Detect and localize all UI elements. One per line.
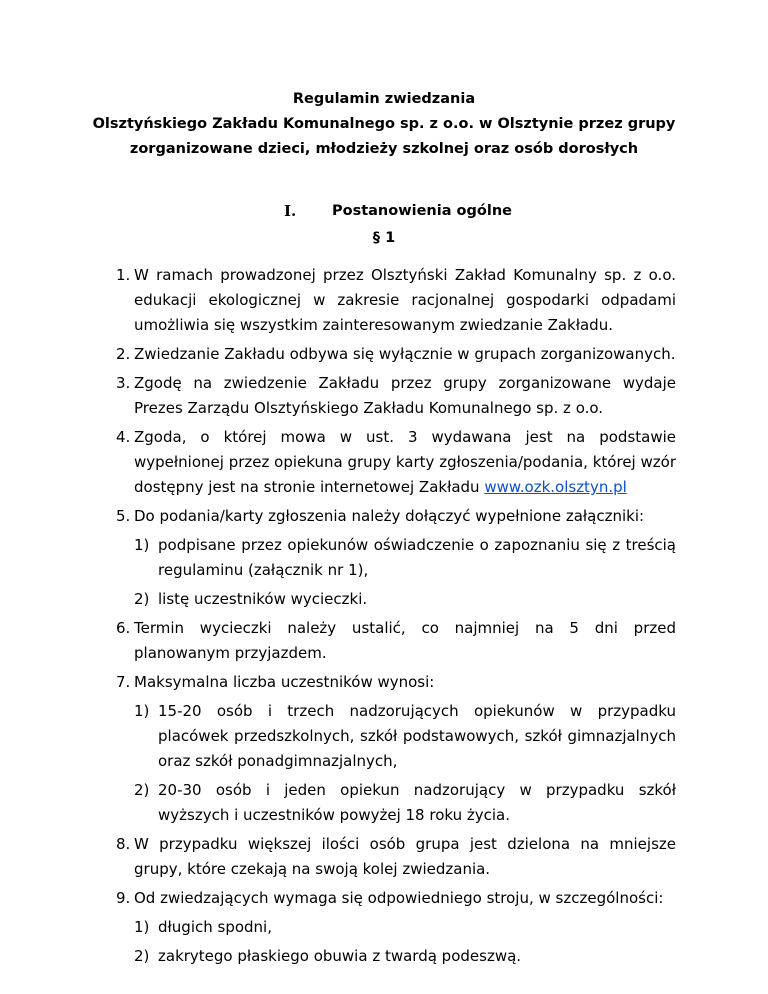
item-number: 4. xyxy=(116,428,131,446)
item-number: 1. xyxy=(116,266,131,284)
item-text: Termin wycieczki należy ustalić, co najmniej na 5 dni przed planowanym przyjazdem. xyxy=(134,619,676,662)
sub-item-number: 1) xyxy=(134,918,150,936)
item-number: 2. xyxy=(116,345,131,363)
item-text: W przypadku większej ilości osób grupa jest dzielona na mniejsze grupy, które czekają na swoją kolej zwiedzania. xyxy=(134,835,676,878)
sub-item-text: długich spodni, xyxy=(158,918,272,936)
item-text: Do podania/karty zgłoszenia należy dołączyć wypełnione załączniki: xyxy=(134,507,645,525)
sub-item-number: 2) xyxy=(134,947,150,965)
sub-item-text: zakrytego płaskiego obuwia z twardą podeszwą. xyxy=(158,947,522,965)
list-item-4 xyxy=(116,425,676,500)
sub-item-7-2 xyxy=(116,778,676,828)
item-text: Maksymalna liczba uczestników wynosi: xyxy=(134,673,435,691)
sub-item-number: 2) xyxy=(134,590,150,608)
item-number: 3. xyxy=(116,374,131,392)
doc-title-line-2: Olsztyńskiego Zakładu Komunalnego sp. z o.o. w Olsztynie przez grupy xyxy=(92,116,676,132)
item-text: W ramach prowadzonej przez Olsztyński Zakład Komunalny sp. z o.o. edukacji ekologicznej w zakresie racjonalnej gospodarki odpadami umożliwia się wszystkim zainteresowanym zwiedzanie Zakładu. xyxy=(134,266,676,334)
doc-title-line-1: Regulamin zwiedzania xyxy=(292,91,476,107)
list-item-7 xyxy=(116,670,676,695)
list-item-1 xyxy=(116,263,676,338)
list-item-3 xyxy=(116,371,676,421)
item-text: Zgodę na zwiedzenie Zakładu przez grupy zorganizowane wydaje Prezes Zarządu Olsztyńskiego Zakładu Komunalnego sp. z o.o. xyxy=(134,374,676,417)
sub-item-text: 15-20 osób i trzech nadzorujących opiekunów w przypadku placówek przedszkolnych, szkół podstawowych, szkół gimnazjalnych oraz szkół ponadgimnazjalnych, xyxy=(158,702,676,770)
sub-item-number: 1) xyxy=(134,702,150,720)
sub-item-5-1 xyxy=(116,533,676,583)
paragraph-mark: § 1 xyxy=(372,230,396,246)
sub-item-7-1 xyxy=(116,699,676,774)
list-item-6 xyxy=(116,616,676,666)
sub-item-5-2 xyxy=(116,587,676,612)
item-text: Od zwiedzających wymaga się odpowiedniego stroju, w szczególności: xyxy=(134,889,664,907)
item-number: 5. xyxy=(116,507,131,525)
section-number: I. xyxy=(284,202,297,220)
sub-item-9-2 xyxy=(116,944,676,969)
item-number: 8. xyxy=(116,835,131,853)
website-link[interactable]: www.ozk.olsztyn.pl xyxy=(484,478,627,496)
item-number: 6. xyxy=(116,619,131,637)
sub-item-text: listę uczestników wycieczki. xyxy=(158,590,368,608)
item-text: Zwiedzanie Zakładu odbywa się wyłącznie w grupach zorganizowanych. xyxy=(134,345,676,363)
item-number: 7. xyxy=(116,673,131,691)
item-number: 9. xyxy=(116,889,131,907)
doc-title-line-3: zorganizowane dzieci, młodzieży szkolnej oraz osób dorosłych xyxy=(129,141,639,157)
sub-item-text: 20-30 osób i jeden opiekun nadzorujący w przypadku szkół wyższych i uczestników powyżej 18 roku życia. xyxy=(158,781,676,824)
item-text: Zgoda, o której mowa w ust. 3 wydawana jest na podstawie wypełnionej przez opiekuna grupy karty zgłoszenia/podania, której wzór dostępny jest na stronie internetowej Zakładu xyxy=(134,428,676,496)
list-item-9 xyxy=(116,886,676,911)
list-item-8 xyxy=(116,832,676,882)
list-item-2 xyxy=(116,342,676,367)
sub-item-text: podpisane przez opiekunów oświadczenie o zapoznaniu się z treścią regulaminu (załącznik nr 1), xyxy=(158,536,676,579)
sub-item-number: 2) xyxy=(134,781,150,799)
regulation-list xyxy=(116,263,676,973)
list-item-5 xyxy=(116,504,676,529)
sub-item-number: 1) xyxy=(134,536,150,554)
sub-item-9-1 xyxy=(116,915,676,940)
section-title: Postanowienia ogólne xyxy=(332,203,512,219)
